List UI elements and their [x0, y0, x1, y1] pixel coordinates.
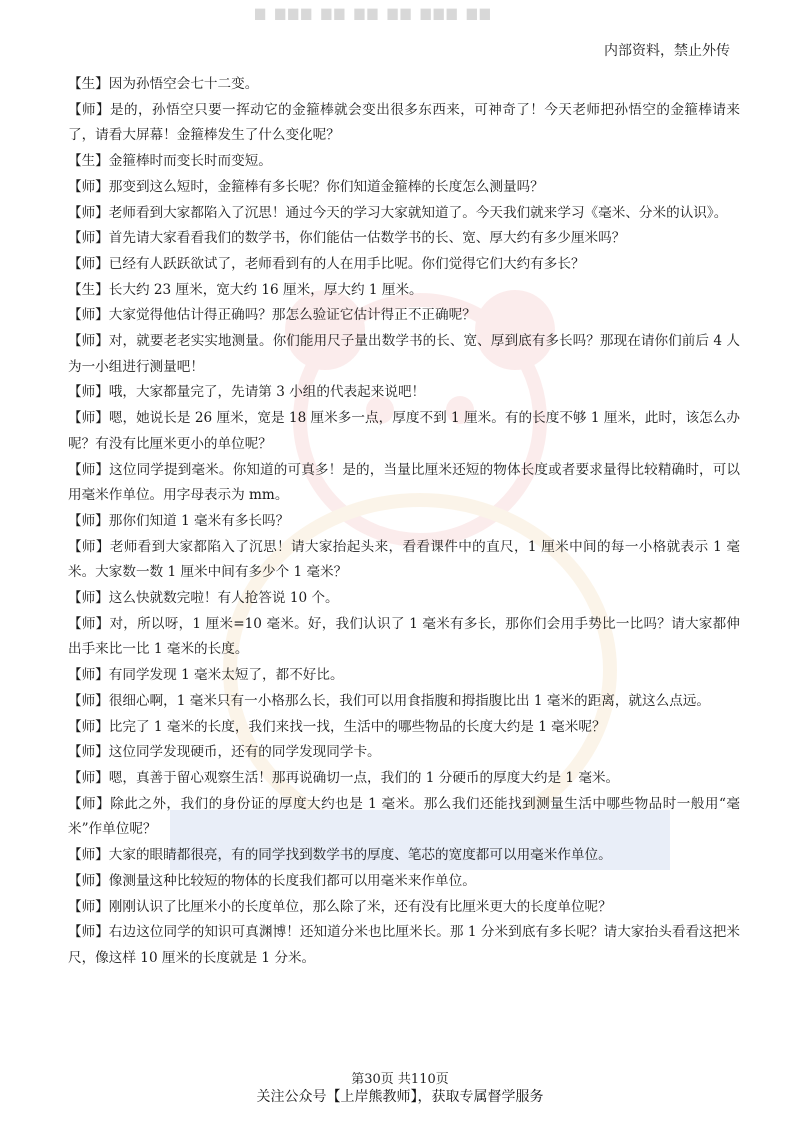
lesson-transcript	[68, 72, 740, 972]
dialogue-text: 大家觉得他估计得正确吗？那怎么验证它估计得正不正确呢？	[108, 307, 476, 324]
speaker-tag: 【师】	[68, 924, 109, 941]
dialogue-line	[68, 586, 740, 612]
dialogue-text: 这位同学提到毫米。你知道的可真多！是的，当量比厘米还短的物体长度或者要求量得比较精确时，可以用毫米作单位。用字母表示为 mm。	[68, 461, 741, 504]
dialogue-line	[68, 406, 740, 457]
dialogue-text: 大家的眼睛都很亮，有的同学找到数学书的厚度、笔芯的宽度都可以用毫米作单位。	[108, 847, 612, 864]
dialogue-text: 对，就要老老实实地测量。你们能用尺子量出数学书的长、宽、厚到底有多长吗？那现在请你们前后 4 人为一小组进行测量吧！	[68, 333, 740, 375]
speaker-tag: 【师】	[68, 384, 109, 401]
dialogue-text: 是的，孙悟空只要一挥动它的金箍棒就会变出很多东西来，可神奇了！今天老师把孙悟空的金箍棒请来了，请看大屏幕！金箍棒发生了什么变化呢？	[68, 101, 741, 144]
dialogue-text: 老师看到大家都陷入了沉思！通过今天的学习大家就知道了。今天我们就来学习《毫米、分米的认识》。	[108, 204, 728, 221]
speaker-tag: 【师】	[68, 204, 109, 221]
dialogue-text: 除此之外，我们的身份证的厚度大约也是 1 毫米。那么我们还能找到测量生活中哪些物品时一般用“毫米”作单位呢？	[68, 795, 740, 838]
speaker-tag: 【生】	[68, 76, 109, 92]
dialogue-line	[68, 329, 740, 380]
dialogue-text: 已经有人跃跃欲试了，老师看到有的人在用手比呢。你们觉得它们大约有多长？	[108, 255, 585, 272]
dialogue-line	[68, 380, 740, 406]
dialogue-line	[68, 303, 740, 329]
dialogue-line	[68, 278, 740, 304]
speaker-tag: 【师】	[68, 615, 110, 632]
dialogue-line	[68, 175, 740, 201]
dialogue-text: 对，所以呀，1 厘米=10 毫米。好，我们认识了 1 毫米有多长，那你们会用手势比一比吗？请大家都伸出手来比一比 1 毫米的长度。	[68, 615, 740, 658]
confidential-note: 内部资料，禁止外传	[604, 43, 730, 59]
dialogue-line	[68, 740, 740, 766]
faint-top-header: ▆ ▆▆▆ ▆▆ ▆▆ ▆▆ ▆▆▆ ▆▆	[255, 6, 493, 20]
dialogue-line	[68, 895, 740, 921]
dialogue-text: 因为孙悟空会七十二变。	[108, 76, 259, 92]
speaker-tag: 【师】	[68, 512, 109, 529]
dialogue-line	[68, 72, 740, 98]
dialogue-text: 首先请大家看看我们的数学书，你们能估一估数学书的长、宽、厚大约有多少厘米吗？	[108, 230, 626, 247]
speaker-tag: 【师】	[68, 769, 109, 786]
dialogue-line	[68, 509, 740, 535]
dialogue-line	[68, 201, 740, 227]
promo-text: 关注公众号【上岸熊教师】，获取专属督学服务	[256, 1089, 544, 1105]
speaker-tag: 【师】	[68, 178, 109, 195]
speaker-tag: 【师】	[68, 744, 109, 761]
speaker-tag: 【师】	[68, 461, 110, 478]
dialogue-text: 刚刚认识了比厘米小的长度单位，那么除了米，还有没有比厘米更大的长度单位呢？	[108, 898, 612, 915]
dialogue-line	[68, 920, 740, 971]
dialogue-line	[68, 458, 740, 509]
dialogue-line	[68, 252, 740, 278]
speaker-tag: 【师】	[68, 101, 111, 118]
dialogue-text: 金箍棒时而变长时而变短。	[108, 153, 272, 170]
dialogue-line	[68, 98, 740, 149]
speaker-tag: 【师】	[68, 898, 109, 915]
dialogue-line	[68, 715, 740, 741]
dialogue-text: 有同学发现 1 毫米太短了，都不好比。	[108, 667, 344, 684]
dialogue-line	[68, 535, 740, 586]
dialogue-text: 长大约 23 厘米，宽大约 16 厘米，厚大约 1 厘米。	[108, 281, 423, 298]
speaker-tag: 【师】	[68, 795, 111, 812]
dialogue-text: 嗯，她说长是 26 厘米，宽是 18 厘米多一点，厚度不到 1 厘米。有的长度不够 1 厘米，此时，该怎么办呢？有没有比厘米更小的单位呢？	[68, 410, 740, 452]
speaker-tag: 【生】	[68, 281, 109, 298]
dialogue-text: 很细心啊，1 毫米只有一小格那么长，我们可以用食指腹和拇指腹比出 1 毫米的距离，就这么点远。	[108, 692, 710, 709]
speaker-tag: 【师】	[68, 255, 109, 272]
dialogue-line	[68, 792, 740, 843]
speaker-tag: 【师】	[68, 872, 109, 889]
speaker-tag: 【师】	[68, 410, 109, 427]
speaker-tag: 【师】	[68, 590, 109, 607]
dialogue-line	[68, 226, 740, 252]
dialogue-text: 像测量这种比较短的物体的长度我们都可以用毫米来作单位。	[108, 872, 476, 889]
speaker-tag: 【师】	[68, 538, 110, 555]
dialogue-text: 右边这位同学的知识可真渊博！还知道分米也比厘米长。那 1 分米到底有多长呢？请大家抬头看看这把米尺，像这样 10 厘米的长度就是 1 分米。	[68, 924, 740, 966]
speaker-tag: 【师】	[68, 333, 109, 350]
dialogue-line	[68, 612, 740, 663]
dialogue-line	[68, 689, 740, 715]
dialogue-text: 嗯，真善于留心观察生活！那再说确切一点，我们的 1 分硬币的厚度大约是 1 毫米。	[108, 769, 620, 786]
page-number: 第30页 共110页	[351, 1072, 449, 1087]
dialogue-text: 这么快就数完啦！有人抢答说 10 个。	[108, 590, 339, 607]
speaker-tag: 【生】	[68, 153, 109, 170]
dialogue-text: 老师看到大家都陷入了沉思！请大家抬起头来，看看课件中的直尺，1 厘米中间的每一小格就表示 1 毫米。大家数一数 1 厘米中间有多少个 1 毫米？	[68, 538, 740, 581]
dialogue-text: 那你们知道 1 毫米有多长吗？	[108, 512, 290, 529]
dialogue-text: 那变到这么短时，金箍棒有多长呢？你们知道金箍棒的长度怎么测量吗？	[108, 178, 544, 195]
speaker-tag: 【师】	[68, 847, 109, 864]
speaker-tag: 【师】	[68, 230, 109, 247]
dialogue-text: 哦，大家都量完了，先请第 3 小组的代表起来说吧！	[108, 384, 426, 401]
speaker-tag: 【师】	[68, 718, 109, 735]
dialogue-line	[68, 663, 740, 689]
dialogue-line	[68, 869, 740, 895]
speaker-tag: 【师】	[68, 307, 109, 324]
dialogue-text: 这位同学发现硬币，还有的同学发现同学卡。	[108, 744, 381, 761]
dialogue-line	[68, 766, 740, 792]
speaker-tag: 【师】	[68, 667, 109, 684]
dialogue-line	[68, 843, 740, 869]
dialogue-text: 比完了 1 毫米的长度，我们来找一找，生活中的哪些物品的长度大约是 1 毫米呢？	[108, 718, 606, 735]
speaker-tag: 【师】	[68, 692, 109, 709]
dialogue-line	[68, 149, 740, 175]
